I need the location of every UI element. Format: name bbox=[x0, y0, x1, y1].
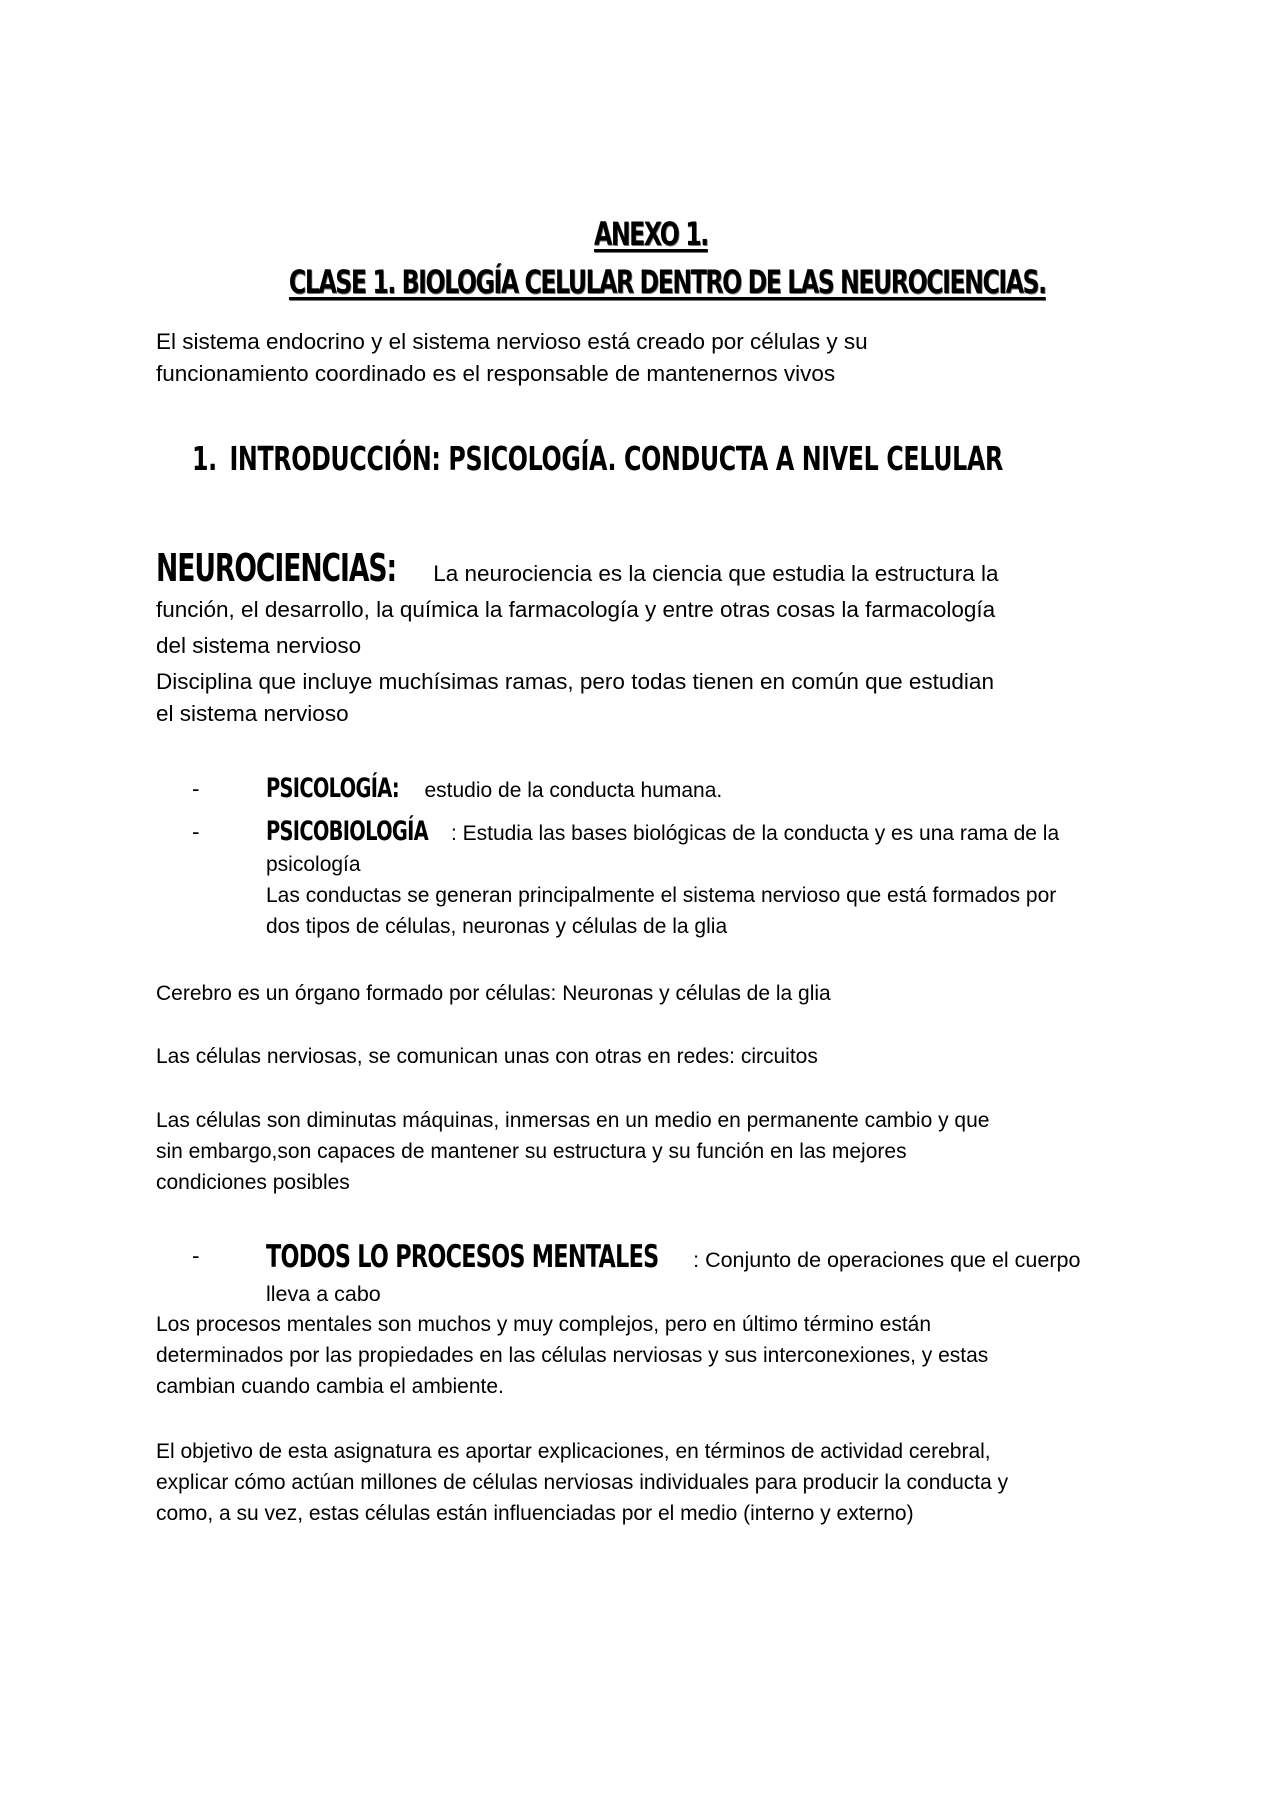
bullet-dash: - bbox=[192, 1243, 200, 1268]
objetivo-paragraph bbox=[156, 1436, 1146, 1529]
annex-title: ANEXO 1. bbox=[594, 215, 708, 253]
procesos-mentales-text-2: lleva a cabo bbox=[266, 1282, 381, 1306]
document-page bbox=[156, 0, 1146, 1810]
procesos-line-3: cambian cuando cambia el ambiente. bbox=[156, 1375, 504, 1398]
section-title-text: INTRODUCCIÓN: PSICOLOGÍA. CONDUCTA A NIVEL CELULAR bbox=[229, 439, 1003, 478]
class-title: CLASE 1. BIOLOGÍA CELULAR DENTRO DE LAS NEUROCIENCIAS. bbox=[288, 263, 1046, 301]
neurociencias-line-1: La neurociencia es la ciencia que estudia la estructura la bbox=[426, 561, 999, 586]
celulas-redes-paragraph: Las células nerviosas, se comunican unas con otras en redes: circuitos bbox=[156, 1045, 818, 1068]
neurociencias-line-2: función, el desarrollo, la química la farmacología y entre otras cosas la farmacología bbox=[156, 597, 996, 622]
psicobiologia-text-3: Las conductas se generan principalmente el sistema nervioso que está formados por bbox=[266, 884, 1057, 907]
neurociencias-line-3: del sistema nervioso bbox=[156, 633, 362, 658]
psicologia-term: PSICOLOGÍA: bbox=[266, 773, 399, 804]
document-title bbox=[156, 215, 1146, 310]
bullet-dash: - bbox=[192, 819, 200, 844]
disciplina-line-1: Disciplina que incluye muchísimas ramas, pero todas tienen en común que estudian bbox=[156, 669, 994, 694]
disciplina-paragraph bbox=[156, 666, 1146, 730]
neurociencias-paragraph bbox=[156, 546, 1146, 664]
neurociencias-term: NEUROCIENCIAS: bbox=[156, 546, 397, 590]
maquinas-line-3: condiciones posibles bbox=[156, 1171, 350, 1194]
psicobiologia-text-4: dos tipos de células, neuronas y células de la glia bbox=[266, 915, 728, 938]
objetivo-line-1: El objetivo de esta asignatura es aportar explicaciones, en términos de actividad cerebral, bbox=[156, 1440, 991, 1463]
intro-line-1: El sistema endocrino y el sistema nervioso está creado por células y su bbox=[156, 329, 868, 354]
procesos-mentales-term: TODOS LO PROCESOS MENTALES bbox=[266, 1239, 659, 1275]
procesos-paragraph bbox=[156, 1309, 1146, 1402]
maquinas-line-1: Las células son diminutas máquinas, inmersas en un medio en permanente cambio y que bbox=[156, 1109, 990, 1132]
maquinas-paragraph bbox=[156, 1105, 1146, 1198]
psicobiologia-text-2: psicología bbox=[266, 853, 361, 876]
cerebro-paragraph: Cerebro es un órgano formado por células: Neuronas y células de la glia bbox=[156, 982, 831, 1005]
objetivo-line-2: explicar cómo actúan millones de células nerviosas individuales para producir la conducta y bbox=[156, 1471, 1009, 1494]
psicobiologia-term: PSICOBIOLOGÍA bbox=[266, 816, 428, 847]
section-number: 1. bbox=[192, 439, 217, 478]
procesos-mentales-text-1: : Conjunto de operaciones que el cuerpo bbox=[693, 1248, 1081, 1272]
section-heading-1 bbox=[192, 439, 1003, 478]
objetivo-line-3: como, a su vez, estas células están influenciadas por el medio (interno y externo) bbox=[156, 1502, 914, 1525]
procesos-line-2: determinados por las propiedades en las células nerviosas y sus interconexiones, y estas bbox=[156, 1344, 989, 1367]
intro-paragraph bbox=[156, 326, 1146, 390]
bullet-dash: - bbox=[192, 776, 200, 801]
psicologia-text: estudio de la conducta humana. bbox=[418, 779, 723, 802]
disciplina-line-2: el sistema nervioso bbox=[156, 701, 349, 726]
procesos-line-1: Los procesos mentales son muchos y muy complejos, pero en último término están bbox=[156, 1313, 932, 1336]
intro-line-2: funcionamiento coordinado es el responsable de mantenernos vivos bbox=[156, 361, 836, 386]
psicobiologia-text-1: : Estudia las bases biológicas de la conducta y es una rama de la bbox=[450, 822, 1060, 845]
maquinas-line-2: sin embargo,son capaces de mantener su estructura y su función en las mejores bbox=[156, 1140, 907, 1163]
